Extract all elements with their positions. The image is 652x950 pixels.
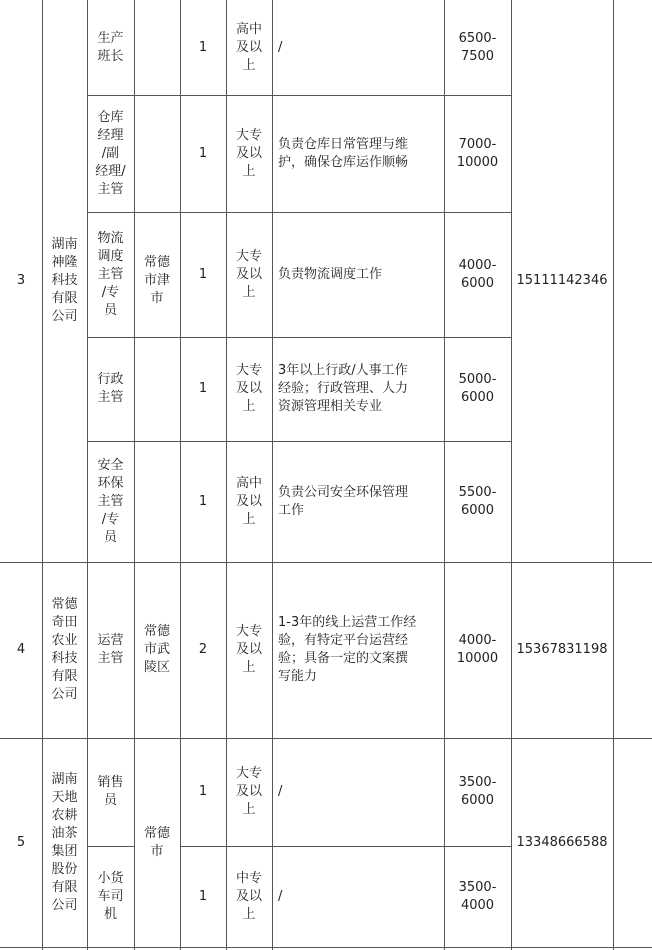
job-salary: 3500- 6000 xyxy=(458,775,497,808)
job-title: 销售 员 xyxy=(97,775,124,808)
job-duty: / xyxy=(278,784,283,799)
job-education: 大专 及以 上 xyxy=(235,127,262,179)
work-location: 常德 市武 陵区 xyxy=(143,624,170,675)
contact-phone: 15367831198 xyxy=(516,642,608,657)
company-name: 湖南 天地 农耕 油茶 集团 股份 有限 公司 xyxy=(51,771,78,913)
job-duty: 3年以上行政/人事工作 经验；行政管理、人力 资源管理相关专业 xyxy=(278,363,409,414)
job-salary: 7000- 10000 xyxy=(456,136,499,170)
job-salary: 5000- 6000 xyxy=(458,372,497,405)
row-number: 4 xyxy=(16,642,26,657)
job-salary: 3500- 4000 xyxy=(458,879,497,913)
job-title: 小货 车司 机 xyxy=(97,870,124,922)
job-education: 大专 及以 上 xyxy=(235,248,262,300)
job-salary: 5500- 6000 xyxy=(458,484,497,518)
job-salary: 4000- 6000 xyxy=(458,257,497,291)
job-count: 1 xyxy=(198,145,208,161)
row-number xyxy=(0,0,42,562)
job-title: 行政 主管 xyxy=(97,372,124,405)
job-title: 生产 班长 xyxy=(97,30,124,64)
job-duty: / xyxy=(278,39,283,55)
work-location: 常德 市 xyxy=(143,825,170,859)
contact-phone-text: 15111142346 xyxy=(516,273,608,288)
company-name-text: 湖南 神隆 科技 有限 公司 xyxy=(51,237,78,324)
work-location xyxy=(134,0,180,562)
job-title: 物流 调度 主管 /专 员 xyxy=(97,230,124,318)
job-count: 1 xyxy=(198,888,208,904)
job-duty: 1-3年的线上运营工作经 验，有特定平台运营经 验；具备一定的文案撰 写能力 xyxy=(278,615,417,684)
job-duty: / xyxy=(278,888,283,904)
job-duty: 负责物流调度工作 xyxy=(278,266,383,282)
job-education: 大专 及以 上 xyxy=(235,766,262,817)
job-count: 2 xyxy=(198,642,208,657)
job-salary: 6500- 7500 xyxy=(458,30,497,64)
company-name xyxy=(42,0,87,562)
company-name: 常德 奇田 农业 科技 有限 公司 xyxy=(51,597,78,702)
work-location-text: 常德 市津 市 xyxy=(143,255,170,306)
job-count: 1 xyxy=(198,493,208,509)
row-number-text: 3 xyxy=(16,273,26,288)
job-count: 1 xyxy=(198,266,208,282)
contact-phone xyxy=(511,0,613,562)
job-education: 大专 及以 上 xyxy=(235,363,262,414)
job-education: 大专 及以 上 xyxy=(235,624,262,675)
job-duty: 负责公司安全环保管理 工作 xyxy=(278,484,409,518)
job-title: 安全 环保 主管 /专 员 xyxy=(97,457,124,545)
contact-phone: 13348666588 xyxy=(516,834,608,850)
job-count: 1 xyxy=(198,381,208,396)
job-salary: 4000- 10000 xyxy=(456,633,499,666)
row-number: 5 xyxy=(16,834,26,850)
job-education: 中专 及以 上 xyxy=(235,870,262,922)
job-duty: 负责仓库日常管理与维 护，确保仓库运作顺畅 xyxy=(278,136,409,170)
job-education: 高中 及以 上 xyxy=(235,21,262,73)
job-count: 1 xyxy=(198,39,208,55)
job-count: 1 xyxy=(198,784,208,799)
job-education: 高中 及以 上 xyxy=(235,475,262,527)
job-title: 运营 主管 xyxy=(97,633,124,666)
job-title: 仓库 经理 /副 经理/ 主管 xyxy=(95,109,126,197)
